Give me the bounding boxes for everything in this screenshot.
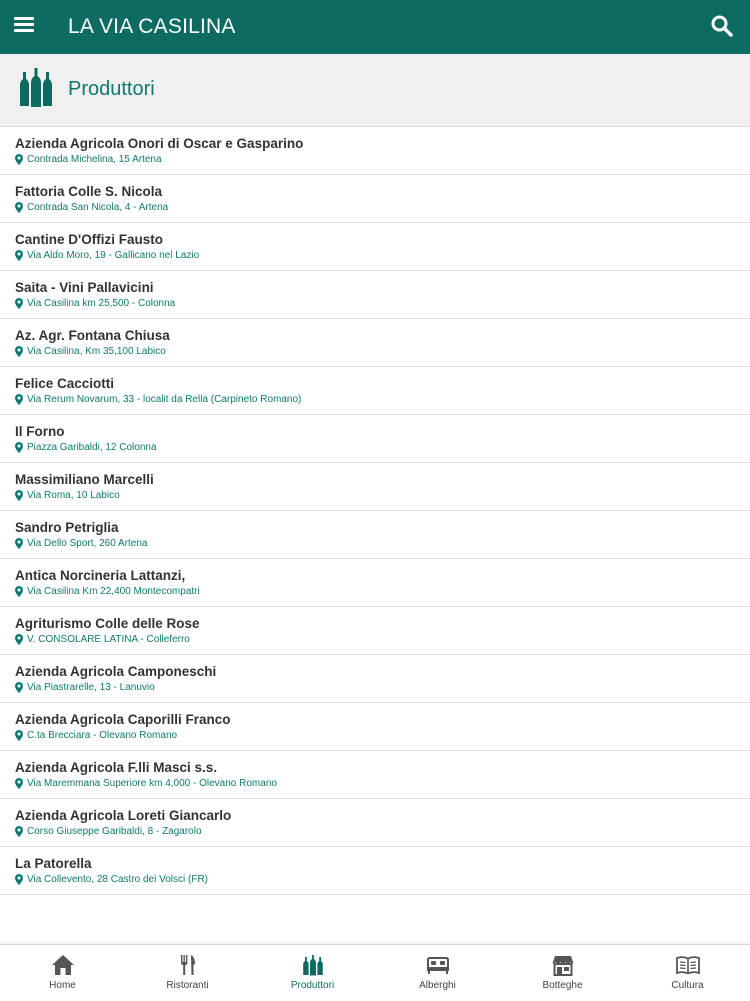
wine-bottles-icon bbox=[18, 66, 54, 108]
location-pin-icon bbox=[15, 586, 23, 597]
page-title: Produttori bbox=[68, 78, 155, 100]
nav-label: Ristoranti bbox=[166, 980, 209, 991]
list-item[interactable] bbox=[0, 655, 750, 703]
producer-address: Via Casilina km 25,500 - Colonna bbox=[27, 298, 176, 309]
producer-name: Massimiliano Marcelli bbox=[15, 472, 154, 487]
producer-address: Piazza Garibaldi, 12 Colonna bbox=[27, 442, 157, 453]
nav-label: Cultura bbox=[671, 980, 704, 991]
list-item[interactable] bbox=[0, 319, 750, 367]
nav-label: Alberghi bbox=[419, 980, 456, 991]
producer-name: Sandro Petriglia bbox=[15, 520, 119, 535]
producer-address: Via Casilina, Km 35,100 Labico bbox=[27, 346, 166, 357]
producer-name: Azienda Agricola Loreti Giancarlo bbox=[15, 808, 232, 823]
section-header bbox=[0, 54, 750, 127]
cutlery-icon bbox=[176, 954, 200, 976]
producer-name: Azienda Agricola Camponeschi bbox=[15, 664, 217, 679]
location-pin-icon bbox=[15, 202, 23, 213]
list-item[interactable] bbox=[0, 223, 750, 271]
location-pin-icon bbox=[15, 826, 23, 837]
list-item[interactable] bbox=[0, 511, 750, 559]
producer-name: Azienda Agricola Caporilli Franco bbox=[15, 712, 231, 727]
search-button[interactable] bbox=[710, 14, 734, 38]
book-icon bbox=[676, 954, 700, 976]
producer-name: Agriturismo Colle delle Rose bbox=[15, 616, 200, 631]
producer-address: Via Maremmana Superiore km 4,000 - Olevano Romano bbox=[27, 778, 277, 789]
producer-name: Azienda Agricola Onori di Oscar e Gasparino bbox=[15, 136, 304, 151]
producer-name: Cantine D'Offizi Fausto bbox=[15, 232, 163, 247]
app-bar bbox=[0, 0, 750, 54]
producer-name: Az. Agr. Fontana Chiusa bbox=[15, 328, 170, 343]
location-pin-icon bbox=[15, 346, 23, 357]
list-item[interactable] bbox=[0, 271, 750, 319]
list-item[interactable] bbox=[0, 751, 750, 799]
bed-icon bbox=[426, 954, 450, 976]
nav-label: Produttori bbox=[290, 980, 335, 991]
nav-ristoranti[interactable] bbox=[125, 945, 250, 1001]
producer-name: Saita - Vini Pallavicini bbox=[15, 280, 154, 295]
location-pin-icon bbox=[15, 394, 23, 405]
producer-address: Via Dello Sport, 260 Artena bbox=[27, 538, 148, 549]
location-pin-icon bbox=[15, 778, 23, 789]
nav-botteghe[interactable] bbox=[500, 945, 625, 1001]
location-pin-icon bbox=[15, 250, 23, 261]
nav-label: Home bbox=[49, 980, 76, 991]
producer-address: Via Collevento, 28 Castro dei Volsci (FR) bbox=[27, 874, 209, 885]
list-item[interactable] bbox=[0, 175, 750, 223]
producer-address: Corso Giuseppe Garibaldi, 8 - Zagarolo bbox=[27, 826, 202, 837]
bottom-nav bbox=[0, 944, 750, 1001]
list-item[interactable] bbox=[0, 559, 750, 607]
location-pin-icon bbox=[15, 442, 23, 453]
producer-address: Via Casilina Km 22,400 Montecompatri bbox=[27, 586, 200, 597]
list-item[interactable] bbox=[0, 463, 750, 511]
menu-button[interactable] bbox=[14, 14, 36, 36]
nav-alberghi[interactable] bbox=[375, 945, 500, 1001]
list-item[interactable] bbox=[0, 415, 750, 463]
location-pin-icon bbox=[15, 874, 23, 885]
location-pin-icon bbox=[15, 682, 23, 693]
producer-list bbox=[0, 127, 750, 895]
producer-name: Azienda Agricola F.lli Masci s.s. bbox=[15, 760, 218, 775]
list-item[interactable] bbox=[0, 703, 750, 751]
producer-address: Contrada San Nicola, 4 - Artena bbox=[27, 202, 169, 213]
list-item[interactable] bbox=[0, 127, 750, 175]
location-pin-icon bbox=[15, 538, 23, 549]
producer-name: Il Forno bbox=[15, 424, 65, 439]
producer-address: Via Aldo Moro, 19 - Gallicano nel Lazio bbox=[27, 250, 200, 261]
location-pin-icon bbox=[15, 154, 23, 165]
list-item[interactable] bbox=[0, 607, 750, 655]
location-pin-icon bbox=[15, 634, 23, 645]
producer-address: Via Rerum Novarum, 33 - localit da Rella (Carpineto Romano) bbox=[27, 394, 302, 405]
producer-address: Contrada Michelina, 15 Artena bbox=[27, 154, 162, 165]
list-item[interactable] bbox=[0, 367, 750, 415]
producer-name: Felice Cacciotti bbox=[15, 376, 115, 391]
location-pin-icon bbox=[15, 730, 23, 741]
producer-address: Via Piastrarelle, 13 - Lanuvio bbox=[27, 682, 155, 693]
home-icon bbox=[51, 954, 75, 976]
search-icon bbox=[710, 14, 734, 38]
producer-address: V. CONSOLARE LATINA - Colleferro bbox=[27, 634, 190, 645]
nav-home[interactable] bbox=[0, 945, 125, 1001]
app-title: LA VIA CASILINA bbox=[68, 15, 236, 38]
nav-produttori[interactable] bbox=[250, 945, 375, 1001]
producer-name: Fattoria Colle S. Nicola bbox=[15, 184, 163, 199]
nav-label: Botteghe bbox=[542, 980, 583, 991]
shop-icon bbox=[551, 954, 575, 976]
producer-address: Via Roma, 10 Labico bbox=[27, 490, 120, 501]
location-pin-icon bbox=[15, 298, 23, 309]
location-pin-icon bbox=[15, 490, 23, 501]
producer-address: C.ta Brecciara - Olevano Romano bbox=[27, 730, 178, 741]
list-item[interactable] bbox=[0, 799, 750, 847]
list-item[interactable] bbox=[0, 847, 750, 895]
nav-cultura[interactable] bbox=[625, 945, 750, 1001]
wine-bottles-icon bbox=[301, 954, 325, 976]
producer-name: Antica Norcineria Lattanzi, bbox=[15, 568, 186, 583]
producer-name: La Patorella bbox=[15, 856, 92, 871]
